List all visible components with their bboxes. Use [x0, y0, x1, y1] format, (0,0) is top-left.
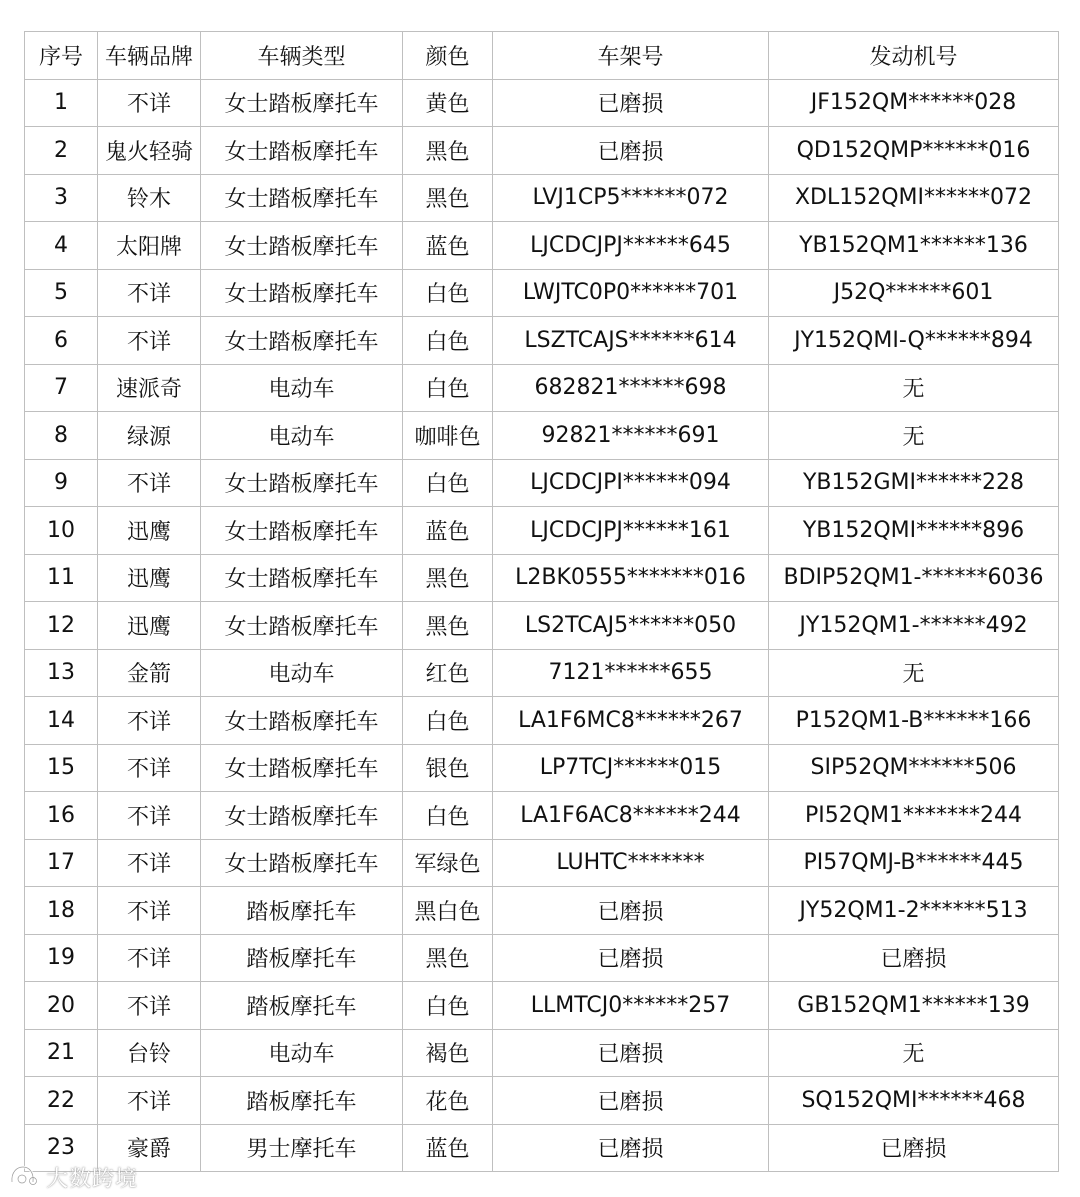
cell-brand: 迅鹰 [98, 554, 201, 602]
header-color: 颜色 [403, 32, 493, 80]
table-row [25, 364, 1059, 412]
table-row [25, 1124, 1059, 1172]
cell-engine-number: QD152QMP******016 [769, 127, 1059, 175]
table-row [25, 79, 1059, 127]
cell-engine-number: 无 [769, 1029, 1059, 1077]
cell-frame-number: 7121******655 [493, 649, 769, 697]
cell-index: 17 [25, 839, 98, 887]
table-row [25, 934, 1059, 982]
cell-index: 10 [25, 507, 98, 555]
table-row [25, 222, 1059, 270]
cell-brand: 鬼火轻骑 [98, 127, 201, 175]
cell-type: 女士踏板摩托车 [201, 127, 403, 175]
cell-brand: 铃木 [98, 174, 201, 222]
cell-brand: 豪爵 [98, 1124, 201, 1172]
cell-frame-number: LA1F6AC8******244 [493, 792, 769, 840]
table-row [25, 459, 1059, 507]
cell-engine-number: JY52QM1-2******513 [769, 887, 1059, 935]
table-row [25, 269, 1059, 317]
cell-color: 红色 [403, 649, 493, 697]
table-row [25, 1077, 1059, 1125]
cell-color: 银色 [403, 744, 493, 792]
cell-brand: 迅鹰 [98, 507, 201, 555]
cell-brand: 不详 [98, 79, 201, 127]
cell-index: 21 [25, 1029, 98, 1077]
header-index: 序号 [25, 32, 98, 80]
cell-frame-number: LS2TCAJ5******050 [493, 602, 769, 650]
cell-type: 女士踏板摩托车 [201, 744, 403, 792]
cell-color: 黑色 [403, 127, 493, 175]
cell-frame-number: LSZTCAJS******614 [493, 317, 769, 365]
cell-engine-number: PI57QMJ-B******445 [769, 839, 1059, 887]
cell-frame-number: LJCDCJPJ******161 [493, 507, 769, 555]
table-row [25, 507, 1059, 555]
cell-type: 女士踏板摩托车 [201, 459, 403, 507]
table-row [25, 554, 1059, 602]
table-row [25, 174, 1059, 222]
cell-frame-number: 已磨损 [493, 79, 769, 127]
cell-engine-number: 已磨损 [769, 1124, 1059, 1172]
cell-color: 白色 [403, 269, 493, 317]
cell-index: 8 [25, 412, 98, 460]
table-header-row [25, 32, 1059, 80]
cell-index: 19 [25, 934, 98, 982]
cell-brand: 不详 [98, 697, 201, 745]
cell-type: 女士踏板摩托车 [201, 174, 403, 222]
cell-type: 女士踏板摩托车 [201, 507, 403, 555]
cell-color: 咖啡色 [403, 412, 493, 460]
cell-color: 黑白色 [403, 887, 493, 935]
cell-index: 9 [25, 459, 98, 507]
cell-index: 2 [25, 127, 98, 175]
cell-frame-number: LA1F6MC8******267 [493, 697, 769, 745]
cell-color: 黑色 [403, 554, 493, 602]
cell-engine-number: YB152QM1******136 [769, 222, 1059, 270]
cell-index: 11 [25, 554, 98, 602]
cell-frame-number: 已磨损 [493, 934, 769, 982]
cell-engine-number: JY152QM1-******492 [769, 602, 1059, 650]
cell-brand: 不详 [98, 934, 201, 982]
cell-color: 黑色 [403, 174, 493, 222]
cell-engine-number: PI52QM1*******244 [769, 792, 1059, 840]
cell-type: 女士踏板摩托车 [201, 697, 403, 745]
cell-type: 电动车 [201, 1029, 403, 1077]
cell-engine-number: 无 [769, 649, 1059, 697]
watermark-text: 大数跨境 [46, 1166, 139, 1192]
table-row [25, 317, 1059, 365]
table-row [25, 982, 1059, 1030]
cell-color: 白色 [403, 697, 493, 745]
cell-engine-number: P152QM1-B******166 [769, 697, 1059, 745]
cell-frame-number: 已磨损 [493, 127, 769, 175]
cell-engine-number: 已磨损 [769, 934, 1059, 982]
cell-color: 白色 [403, 364, 493, 412]
cell-index: 15 [25, 744, 98, 792]
cell-frame-number: LVJ1CP5******072 [493, 174, 769, 222]
cell-frame-number: LP7TCJ******015 [493, 744, 769, 792]
cell-frame-number: LLMTCJ0******257 [493, 982, 769, 1030]
cell-index: 22 [25, 1077, 98, 1125]
cell-engine-number: YB152QMI******896 [769, 507, 1059, 555]
cell-color: 蓝色 [403, 222, 493, 270]
header-type: 车辆类型 [201, 32, 403, 80]
cell-index: 20 [25, 982, 98, 1030]
cell-color: 花色 [403, 1077, 493, 1125]
cell-index: 3 [25, 174, 98, 222]
table-row [25, 412, 1059, 460]
cell-brand: 不详 [98, 887, 201, 935]
cell-type: 踏板摩托车 [201, 1077, 403, 1125]
cell-color: 白色 [403, 459, 493, 507]
cell-type: 踏板摩托车 [201, 982, 403, 1030]
cell-engine-number: 无 [769, 364, 1059, 412]
cell-color: 白色 [403, 982, 493, 1030]
cell-brand: 不详 [98, 982, 201, 1030]
table-row [25, 744, 1059, 792]
cell-brand: 不详 [98, 792, 201, 840]
cell-index: 5 [25, 269, 98, 317]
cell-brand: 台铃 [98, 1029, 201, 1077]
cell-brand: 迅鹰 [98, 602, 201, 650]
cell-type: 女士踏板摩托车 [201, 79, 403, 127]
cell-brand: 太阳牌 [98, 222, 201, 270]
cell-index: 14 [25, 697, 98, 745]
cell-engine-number: SQ152QMI******468 [769, 1077, 1059, 1125]
table-row [25, 649, 1059, 697]
cell-brand: 不详 [98, 1077, 201, 1125]
table-row [25, 127, 1059, 175]
cell-frame-number: 92821******691 [493, 412, 769, 460]
cell-brand: 不详 [98, 839, 201, 887]
cell-engine-number: J52Q******601 [769, 269, 1059, 317]
cell-frame-number: 已磨损 [493, 887, 769, 935]
cell-brand: 不详 [98, 269, 201, 317]
cell-type: 踏板摩托车 [201, 887, 403, 935]
cell-brand: 速派奇 [98, 364, 201, 412]
table-row [25, 697, 1059, 745]
cell-frame-number: 已磨损 [493, 1124, 769, 1172]
cell-frame-number: 已磨损 [493, 1029, 769, 1077]
cell-index: 1 [25, 79, 98, 127]
cell-brand: 不详 [98, 317, 201, 365]
cell-frame-number: LJCDCJPJ******645 [493, 222, 769, 270]
cell-type: 女士踏板摩托车 [201, 222, 403, 270]
cell-color: 黑色 [403, 934, 493, 982]
cell-color: 蓝色 [403, 1124, 493, 1172]
cell-engine-number: JY152QMI-Q******894 [769, 317, 1059, 365]
cell-frame-number: LUHTC******* [493, 839, 769, 887]
cell-index: 4 [25, 222, 98, 270]
cell-brand: 金箭 [98, 649, 201, 697]
cell-frame-number: 已磨损 [493, 1077, 769, 1125]
cell-engine-number: XDL152QMI******072 [769, 174, 1059, 222]
table-row [25, 1029, 1059, 1077]
cell-type: 电动车 [201, 364, 403, 412]
cell-frame-number: LWJTC0P0******701 [493, 269, 769, 317]
cell-brand: 不详 [98, 744, 201, 792]
table-row [25, 887, 1059, 935]
headset-logo-icon [8, 1164, 42, 1190]
cell-engine-number: JF152QM******028 [769, 79, 1059, 127]
header-brand: 车辆品牌 [98, 32, 201, 80]
cell-index: 23 [25, 1124, 98, 1172]
cell-index: 6 [25, 317, 98, 365]
data-table-container [24, 31, 1058, 1172]
cell-engine-number: BDIP52QM1-******6036 [769, 554, 1059, 602]
cell-frame-number: LJCDCJPI******094 [493, 459, 769, 507]
cell-engine-number: SIP52QM******506 [769, 744, 1059, 792]
cell-color: 军绿色 [403, 839, 493, 887]
cell-type: 电动车 [201, 649, 403, 697]
cell-index: 12 [25, 602, 98, 650]
cell-color: 黑色 [403, 602, 493, 650]
cell-color: 白色 [403, 792, 493, 840]
cell-frame-number: 682821******698 [493, 364, 769, 412]
cell-type: 踏板摩托车 [201, 934, 403, 982]
cell-index: 7 [25, 364, 98, 412]
cell-index: 16 [25, 792, 98, 840]
vehicle-table [24, 31, 1059, 1172]
cell-engine-number: YB152GMI******228 [769, 459, 1059, 507]
table-body [25, 79, 1059, 1172]
cell-type: 女士踏板摩托车 [201, 839, 403, 887]
table-row [25, 839, 1059, 887]
cell-color: 褐色 [403, 1029, 493, 1077]
cell-type: 男士摩托车 [201, 1124, 403, 1172]
header-engine-number: 发动机号 [769, 32, 1059, 80]
cell-color: 白色 [403, 317, 493, 365]
cell-frame-number: L2BK0555*******016 [493, 554, 769, 602]
watermark [8, 1161, 138, 1193]
cell-engine-number: GB152QM1******139 [769, 982, 1059, 1030]
cell-brand: 绿源 [98, 412, 201, 460]
cell-color: 黄色 [403, 79, 493, 127]
cell-brand: 不详 [98, 459, 201, 507]
cell-type: 电动车 [201, 412, 403, 460]
cell-index: 18 [25, 887, 98, 935]
cell-type: 女士踏板摩托车 [201, 602, 403, 650]
cell-type: 女士踏板摩托车 [201, 554, 403, 602]
cell-index: 13 [25, 649, 98, 697]
cell-type: 女士踏板摩托车 [201, 792, 403, 840]
table-row [25, 602, 1059, 650]
header-frame-number: 车架号 [493, 32, 769, 80]
table-row [25, 792, 1059, 840]
cell-engine-number: 无 [769, 412, 1059, 460]
cell-type: 女士踏板摩托车 [201, 269, 403, 317]
cell-type: 女士踏板摩托车 [201, 317, 403, 365]
cell-color: 蓝色 [403, 507, 493, 555]
